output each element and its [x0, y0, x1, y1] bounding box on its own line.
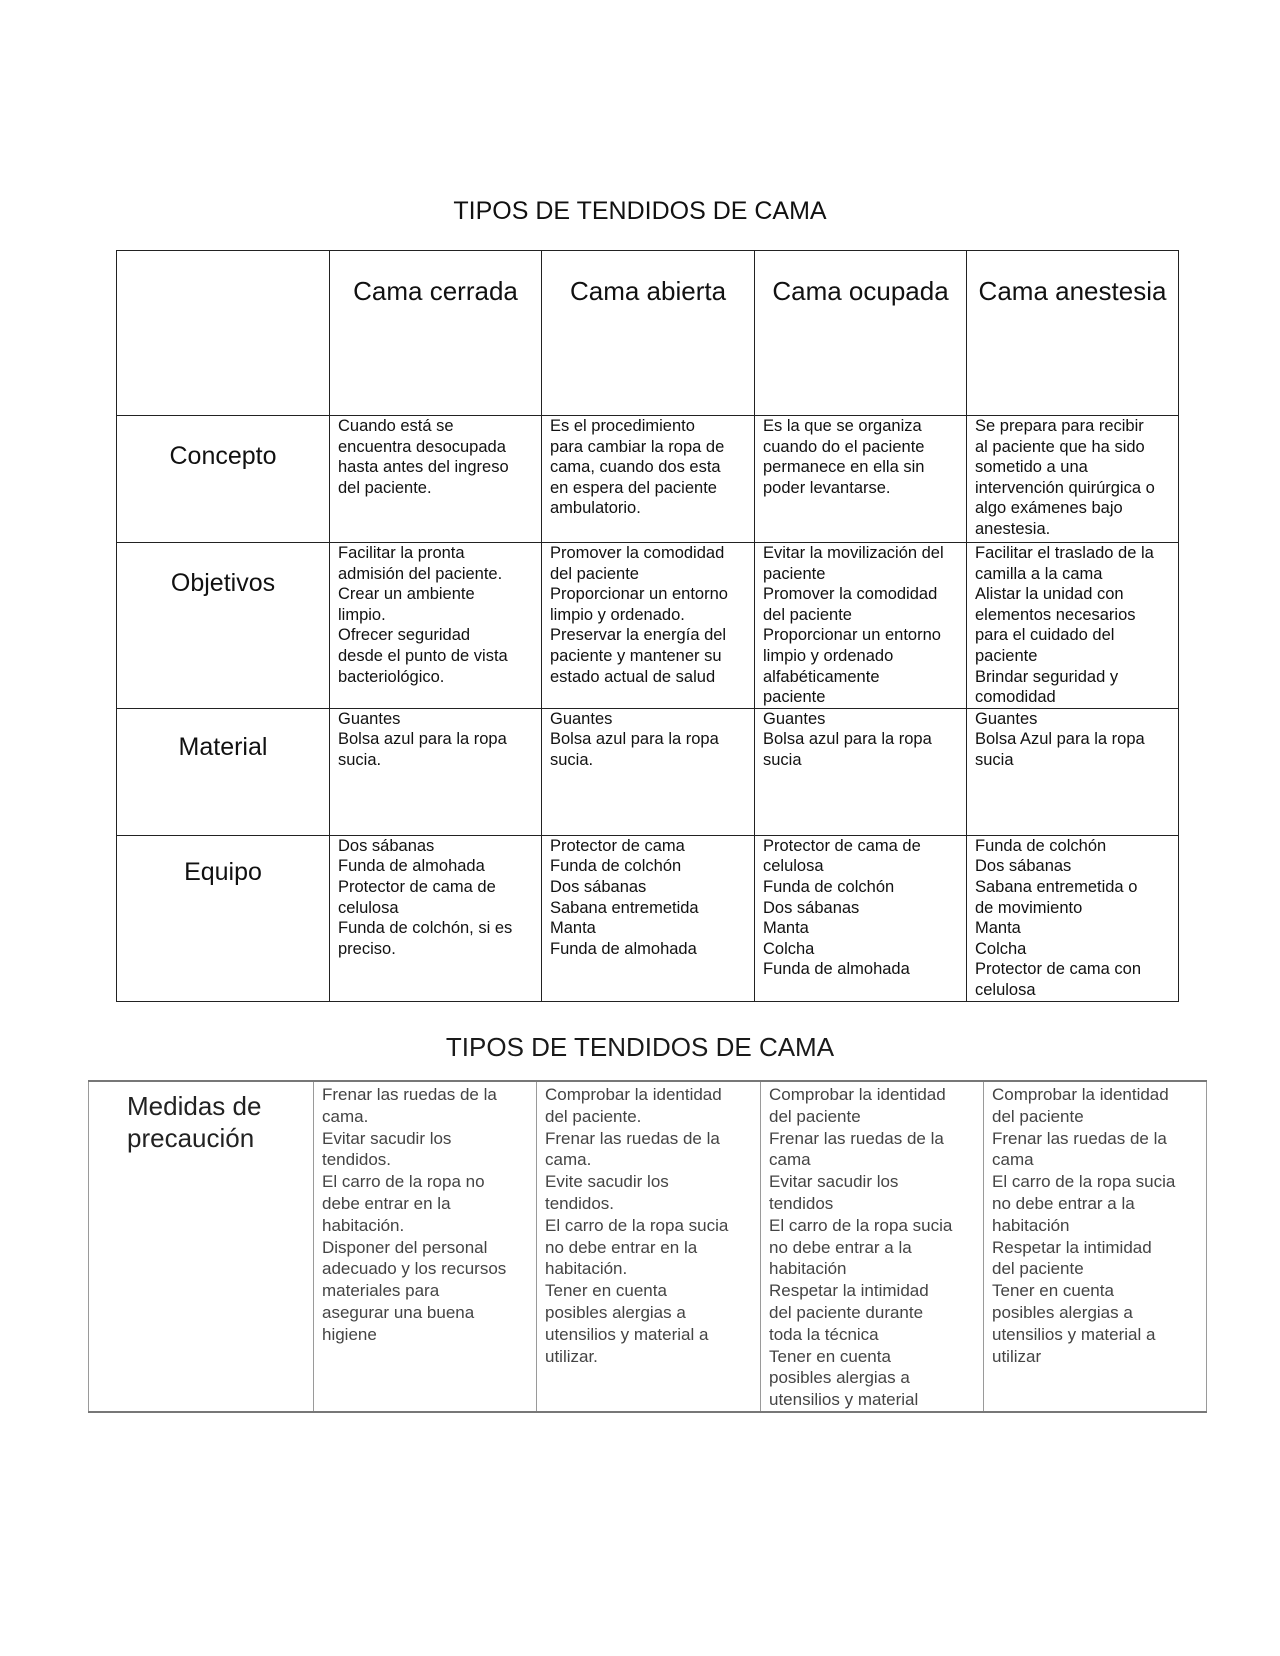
table-cell: [537, 1081, 761, 1412]
table-cell: [967, 835, 1179, 1001]
cell-line: Manta: [763, 919, 809, 938]
cell-line: Promover la comodidad: [550, 544, 725, 562]
row-header-medidas: [89, 1081, 314, 1412]
cell-line: Evitar sacudir los: [769, 1172, 899, 1192]
table-cell: [542, 543, 755, 709]
table-row: [117, 708, 1179, 835]
cell-line: camilla a la cama: [975, 564, 1103, 583]
table-cell: [755, 835, 967, 1001]
table-cell: [755, 708, 967, 835]
cell-line: encuentra desocupada: [338, 437, 506, 456]
cell-line: cama: [769, 1150, 811, 1170]
cell-line: algo exámenes bajo: [975, 499, 1123, 518]
cell-line: Guantes: [975, 709, 1038, 728]
cell-line: del paciente: [992, 1259, 1084, 1279]
cell-line: cama: [992, 1150, 1034, 1170]
cell-line: del paciente: [769, 1106, 861, 1126]
cell-line: Frenar las ruedas de la: [769, 1128, 944, 1148]
cell-line: poder levantarse.: [763, 478, 891, 497]
cell-line: cama.: [322, 1106, 369, 1126]
cell-line: celulosa: [338, 898, 399, 917]
cell-line: Se prepara para recibir: [975, 417, 1144, 435]
cell-line: Ofrecer seguridad: [338, 626, 471, 645]
cell-line: anestesia.: [975, 519, 1051, 538]
cell-line: Dos sábanas: [550, 877, 647, 896]
cell-line: Evitar la movilización del: [763, 544, 944, 562]
cell-line: preciso.: [338, 939, 396, 958]
cell-line: adecuado y los recursos: [322, 1259, 507, 1279]
cell-line: cama.: [545, 1150, 592, 1170]
cell-line: El carro de la ropa sucia: [992, 1172, 1176, 1192]
cell-line: Alistar la unidad con: [975, 585, 1124, 604]
cell-line: Tener en cuenta: [992, 1281, 1114, 1301]
cell-line: Guantes: [550, 709, 613, 728]
cell-line: posibles alergias a: [545, 1302, 686, 1322]
cell-line: para el cuidado del: [975, 626, 1115, 645]
row-header-line: precaución: [127, 1123, 255, 1153]
cell-line: Promover la comodidad: [763, 585, 938, 604]
cell-line: Frenar las ruedas de la: [322, 1085, 497, 1104]
table-cell: [330, 835, 542, 1001]
precautions-table: [88, 1080, 1207, 1413]
table-row: [89, 1081, 1207, 1412]
cell-line: utensilios y material a: [545, 1324, 709, 1344]
cell-line: cuando do el paciente: [763, 437, 925, 456]
cell-line: Guantes: [763, 709, 826, 728]
cell-line: Protector de cama de: [338, 877, 496, 896]
column-header: Cama cerrada: [330, 251, 542, 416]
cell-line: celulosa: [975, 980, 1036, 999]
cell-line: tendidos: [769, 1193, 834, 1213]
cell-line: Tener en cuenta: [769, 1346, 891, 1366]
cell-line: del paciente: [763, 605, 852, 624]
cell-line: Funda de colchón: [975, 836, 1107, 855]
cell-line: Protector de cama de: [763, 836, 921, 855]
cell-line: paciente: [763, 688, 826, 707]
cell-line: bacteriológico.: [338, 667, 445, 686]
cell-line: utensilios y material a: [992, 1324, 1156, 1344]
cell-line: Dos sábanas: [338, 836, 435, 855]
column-header: Cama anestesia: [967, 251, 1179, 416]
cell-line: limpio.: [338, 605, 386, 624]
cell-line: Preservar la energía del: [550, 626, 727, 645]
cell-line: estado actual de salud: [550, 667, 716, 686]
cell-line: utilizar: [992, 1346, 1042, 1366]
cell-line: del paciente: [992, 1106, 1084, 1126]
cell-line: Dos sábanas: [763, 898, 860, 917]
cell-line: El carro de la ropa sucia: [545, 1215, 729, 1235]
cell-line: ambulatorio.: [550, 499, 641, 518]
table-cell: [755, 543, 967, 709]
cell-line: desde el punto de vista: [338, 646, 508, 665]
cell-line: Funda de colchón: [550, 857, 682, 876]
cell-line: habitación: [992, 1215, 1070, 1235]
cell-line: Disponer del personal: [322, 1237, 488, 1257]
cell-line: toda la técnica: [769, 1324, 879, 1344]
cell-line: hasta antes del ingreso: [338, 458, 509, 477]
cell-line: Manta: [550, 919, 596, 938]
cell-line: Es el procedimiento: [550, 417, 695, 435]
cell-line: Proporcionar un entorno: [763, 626, 941, 645]
cell-line: Respetar la intimidad: [769, 1281, 929, 1301]
cell-line: sucia: [763, 750, 802, 769]
cell-line: Tener en cuenta: [545, 1281, 667, 1301]
cell-line: para cambiar la ropa de: [550, 437, 725, 456]
bed-types-table: [116, 250, 1179, 1002]
cell-line: permanece en ella sin: [763, 458, 925, 477]
column-header: Cama abierta: [542, 251, 755, 416]
cell-line: Guantes: [338, 709, 401, 728]
cell-line: Protector de cama: [550, 836, 685, 855]
cell-line: debe entrar en la: [322, 1193, 451, 1213]
cell-line: Comprobar la identidad: [545, 1085, 722, 1104]
cell-line: admisión del paciente.: [338, 564, 503, 583]
cell-line: no debe entrar a la: [769, 1237, 912, 1257]
cell-line: habitación.: [322, 1215, 405, 1235]
cell-line: limpio y ordenado: [763, 646, 894, 665]
cell-line: celulosa: [763, 857, 824, 876]
cell-line: Frenar las ruedas de la: [992, 1128, 1167, 1148]
cell-line: Sabana entremetida: [550, 898, 699, 917]
cell-line: Evite sacudir los: [545, 1172, 669, 1192]
cell-line: Colcha: [975, 939, 1027, 958]
cell-line: El carro de la ropa sucia: [769, 1215, 953, 1235]
cell-line: posibles alergias a: [769, 1368, 910, 1388]
table-cell: [984, 1081, 1207, 1412]
cell-line: alfabéticamente: [763, 667, 880, 686]
cell-line: Dos sábanas: [975, 857, 1072, 876]
table-cell: [330, 543, 542, 709]
table-cell: [330, 416, 542, 543]
cell-line: sometido a una: [975, 458, 1088, 477]
section-title: TIPOS DE TENDIDOS DE CAMA: [445, 1032, 835, 1062]
table-row: [117, 835, 1179, 1001]
cell-line: utensilios y material: [769, 1390, 919, 1410]
cell-line: Proporcionar un entorno: [550, 585, 728, 604]
cell-line: Es la que se organiza: [763, 417, 922, 435]
table-row: [117, 416, 1179, 543]
cell-line: tendidos.: [545, 1193, 614, 1213]
cell-line: limpio y ordenado.: [550, 605, 685, 624]
cell-line: Protector de cama con: [975, 960, 1141, 979]
cell-line: Funda de almohada: [550, 939, 697, 958]
cell-line: del paciente.: [338, 478, 432, 497]
table-cell: [330, 708, 542, 835]
table-cell: [542, 416, 755, 543]
cell-line: Cuando está se: [338, 417, 454, 435]
table-row: [117, 543, 1179, 709]
cell-line: paciente: [975, 646, 1038, 665]
cell-line: Bolsa azul para la ropa: [763, 730, 932, 749]
cell-line: Comprobar la identidad: [769, 1085, 946, 1104]
cell-line: higiene: [322, 1324, 377, 1344]
cell-line: no debe entrar a la: [992, 1193, 1135, 1213]
row-header-line: Medidas de: [127, 1091, 262, 1121]
cell-line: de movimiento: [975, 898, 1083, 917]
table-cell: [761, 1081, 984, 1412]
cell-line: Bolsa Azul para la ropa: [975, 730, 1145, 749]
corner-cell: [117, 251, 330, 416]
row-header-material: Material: [117, 708, 330, 835]
cell-line: al paciente que ha sido: [975, 437, 1145, 456]
page-title: TIPOS DE TENDIDOS DE CAMA: [453, 197, 827, 225]
cell-line: Brindar seguridad y: [975, 667, 1119, 686]
cell-line: Facilitar el traslado de la: [975, 544, 1154, 562]
cell-line: Funda de almohada: [338, 857, 485, 876]
table-cell: [967, 708, 1179, 835]
cell-line: Sabana entremetida o: [975, 877, 1138, 896]
cell-line: Crear un ambiente: [338, 585, 475, 604]
cell-line: del paciente.: [545, 1106, 642, 1126]
cell-line: Colcha: [763, 939, 815, 958]
row-header-concepto: Concepto: [117, 416, 330, 543]
cell-line: Funda de colchón: [763, 877, 895, 896]
cell-line: tendidos.: [322, 1150, 391, 1170]
cell-line: paciente y mantener su: [550, 646, 722, 665]
cell-line: El carro de la ropa no: [322, 1172, 485, 1192]
table-cell: [542, 708, 755, 835]
cell-line: del paciente: [550, 564, 639, 583]
cell-line: del paciente durante: [769, 1302, 924, 1322]
row-header-objetivos: Objetivos: [117, 543, 330, 709]
cell-line: asegurar una buena: [322, 1302, 475, 1322]
cell-line: Bolsa azul para la ropa: [338, 730, 507, 749]
cell-line: Comprobar la identidad: [992, 1085, 1169, 1104]
cell-line: no debe entrar en la: [545, 1237, 698, 1257]
cell-line: Frenar las ruedas de la: [545, 1128, 720, 1148]
cell-line: Evitar sacudir los: [322, 1128, 452, 1148]
cell-line: cama, cuando dos esta: [550, 458, 721, 477]
cell-line: paciente: [763, 564, 826, 583]
cell-line: materiales para: [322, 1281, 440, 1301]
column-header: Cama ocupada: [755, 251, 967, 416]
cell-line: comodidad: [975, 688, 1056, 707]
cell-line: Manta: [975, 919, 1021, 938]
table-cell: [967, 543, 1179, 709]
header-row: [117, 251, 1179, 416]
cell-line: sucia: [975, 750, 1014, 769]
cell-line: elementos necesarios: [975, 605, 1136, 624]
row-header-equipo: Equipo: [117, 835, 330, 1001]
cell-line: utilizar.: [545, 1346, 598, 1366]
cell-line: habitación.: [545, 1259, 628, 1279]
table-cell: [967, 416, 1179, 543]
cell-line: intervención quirúrgica o: [975, 478, 1155, 497]
cell-line: sucia.: [550, 750, 594, 769]
cell-line: posibles alergias a: [992, 1302, 1133, 1322]
cell-line: Respetar la intimidad: [992, 1237, 1152, 1257]
cell-line: Facilitar la pronta: [338, 544, 465, 562]
table-cell: [314, 1081, 537, 1412]
table-cell: [542, 835, 755, 1001]
cell-line: Bolsa azul para la ropa: [550, 730, 719, 749]
cell-line: en espera del paciente: [550, 478, 717, 497]
table-cell: [755, 416, 967, 543]
cell-line: habitación: [769, 1259, 847, 1279]
cell-line: Funda de almohada: [763, 960, 910, 979]
cell-line: Funda de colchón, si es: [338, 919, 513, 938]
cell-line: sucia.: [338, 750, 382, 769]
